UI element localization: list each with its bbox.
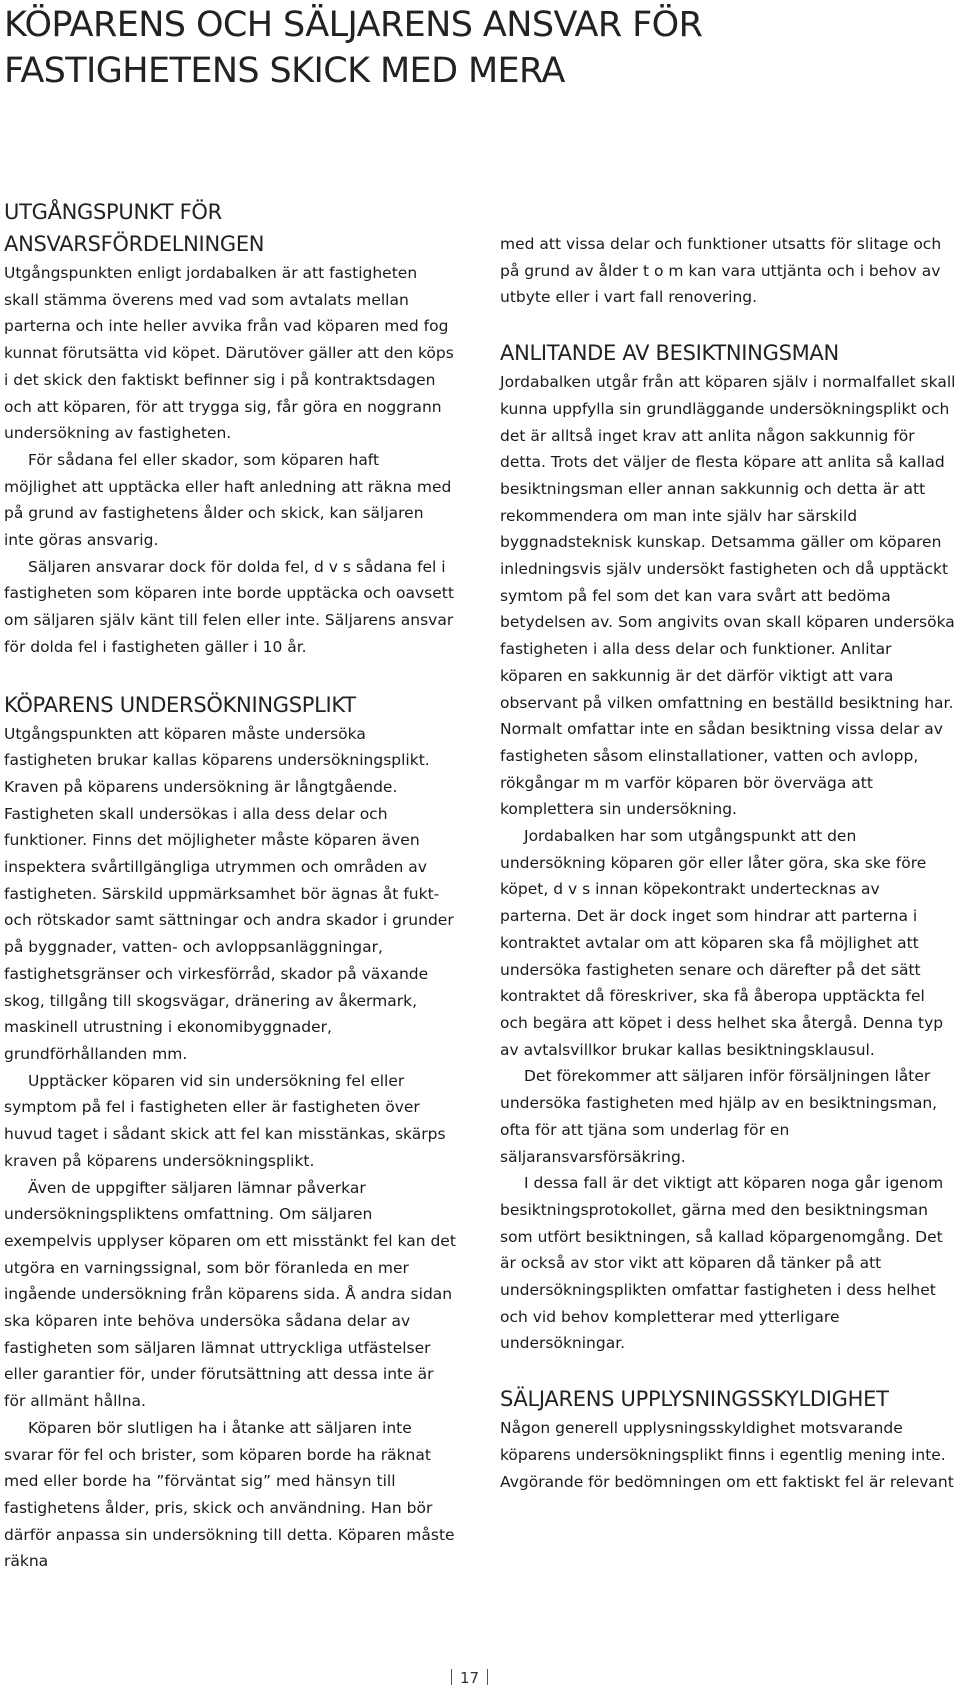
paragraph: Även de uppgifter säljaren lämnar påverkar undersökningspliktens omfattning. Om säljaren exempelvis upplyser köparen om ett misstänkt fel kan det utgöra en varningssignal, som bör föranleda en mer ingående undersökning från köparens sida. Å andra sidan ska köparen inte behöva undersöka sådana delar av fastigheten som säljaren lämnat uttryckliga utfästelser eller garantier för, under förutsättning att dessa inte är för allmänt hållna. [4,1178,456,1411]
paragraph: Upptäcker köparen vid sin undersökning fel eller symptom på fel i fastigheten eller är fastigheten över huvud taget i sådant skick att fel kan misstänkas, skärps kraven på köparens undersökningsplikt. [4,1071,446,1170]
paragraph: Det förekommer att säljaren inför försäljningen låter undersöka fastigheten med hjälp av en besiktningsman, ofta för att tjäna som underlag för en säljaransvarsförsäkring. [500,1067,938,1166]
paragraph: För sådana fel eller skador, som köparen haft möjlighet att upptäcka eller haft anledning att räkna med på grund av fastighetens ålder och skick, kan säljaren inte göras ansvarig. [4,450,452,550]
page-number-divider [451,1669,452,1685]
page-number-value: 17 [460,1669,480,1687]
paragraph: Köparen bör slutligen ha i åtanke att säljaren inte svarar för fel och brister, som köparen borde ha räknat med eller borde ha ”förväntat sig” med hänsyn till fastighetens ålder, pris, skick och användning. Han bör därför anpassa sin undersökning till detta. Köparen måste räkna [4,1418,455,1571]
paragraph: med att vissa delar och funktioner utsatts för slitage och på grund av ålder t o m kan vara uttjänta och i behov av utbyte eller i vart fall renovering. [500,235,942,307]
paragraph: I dessa fall är det viktigt att köparen noga går igenom besiktningsprotokollet, gärna med den besiktningsman som utfört besiktningen, så kallad köpargenomgång. Det är också av stor vikt att köparen då tänker på att undersökningsplikten omfattar fastigheten i dess helhet och vid behov kompletterar med ytterligare undersökningar. [500,1174,944,1353]
right-column [500,231,956,1495]
page-title: KÖPARENS OCH SÄLJARENS ANSVAR FÖR FASTIGHETENS SKICK MED MERA [4,5,703,91]
left-column [4,196,456,1575]
heading-besiktningsman: ANLITANDE AV BESIKTNINGSMAN [500,341,839,366]
heading-ansvarsfordelning: UTGÅNGSPUNKT FÖR ANSVARSFÖRDELNINGEN [4,200,265,256]
heading-upplysningsskyldighet: SÄLJARENS UPPLYSNINGSSKYLDIGHET [500,1387,889,1412]
paragraph: Jordabalken utgår från att köparen själv i normalfallet skall kunna uppfylla sin grundläggande undersökningsplikt och det är alltså inget krav att anlita någon sakkunnig för detta. Trots det väljer de flesta köpare att anlita så kallad besiktningsman eller annan sakkunnig och detta är att rekommendera om man inte själv har särskild byggnadsteknisk kunskap. Detsamma gäller om köparen inledningsvis själv undersökt fastigheten och då upptäckt symtom på fel som det kan vara svårt att bedöma betydelsen av. Som angivits ovan skall köparen undersöka fastigheten i alla dess delar och funktioner. Anlitar köparen en sakkunnig är det därför viktigt att vara observant på vilken omfattning en beställd besiktning har. Normalt omfattar inte en sådan besiktning vissa delar av fastigheten såsom elinstallationer, vatten och avlopp, rökgångar m m varför köparen bör överväga att komplettera sin undersökning. [500,373,956,819]
paragraph: Någon generell upplysningsskyldighet motsvarande köparens undersökningsplikt finns i egentlig mening inte. Avgörande för bedömningen om ett faktiskt fel är relevant [500,1419,954,1491]
paragraph: Jordabalken har som utgångspunkt att den undersökning köparen gör eller låter göra, ska ske före köpet, d v s innan köpekontrakt undertecknas av parterna. Det är dock inget som hindrar att parterna i kontraktet avtalar om att köparen ska få möjlighet att undersöka fastigheten senare och därefter på det sätt kontraktet då föreskriver, ska få åberopa upptäckta fel och begära att köpet i dess helhet ska återgå. Denna typ av avtalsvillkor brukar kallas besiktningsklausul. [500,827,944,1059]
page-number [443,1668,496,1688]
paragraph: Utgångspunkten att köparen måste undersöka fastigheten brukar kallas köparens undersökningsplikt. Kraven på köparens undersökning är långtgående. Fastigheten skall undersökas i alla dess delar och funktioner. Finns det möjligheter måste köparen även inspektera svårtillgängliga utrymmen och områden av fastigheten. Särskild uppmärksamhet bör ägnas åt fukt- och rötskador samt sättningar och andra skador i grunder på byggnader, vatten- och avloppsanläggningar, fastighetsgränser och virkesförråd, skador på växande skog, tillgång till skogsvägar, dränering av åkermark, maskinell utrustning i ekonomibyggnader, grundförhållanden mm. [4,724,454,1063]
heading-undersokningsplikt: KÖPARENS UNDERSÖKNINGSPLIKT [4,692,356,717]
page-number-divider [487,1669,488,1685]
paragraph: Säljaren ansvarar dock för dolda fel, d v s sådana fel i fastigheten som köparen inte borde upptäcka och oavsett om säljaren själv känt till felen eller inte. Säljarens ansvar för dolda fel i fastigheten gäller i 10 år. [4,557,454,656]
paragraph: Utgångspunkten enligt jordabalken är att fastigheten skall stämma överens med vad som avtalats mellan parterna och inte heller avvika från vad köparen med fog kunnat förutsätta vid köpet. Därutöver gäller att den köps i det skick den faktiskt befinner sig i på kontraktsdagen och att köparen, för att trygga sig, får göra en noggrann undersökning av fastigheten. [4,264,454,443]
